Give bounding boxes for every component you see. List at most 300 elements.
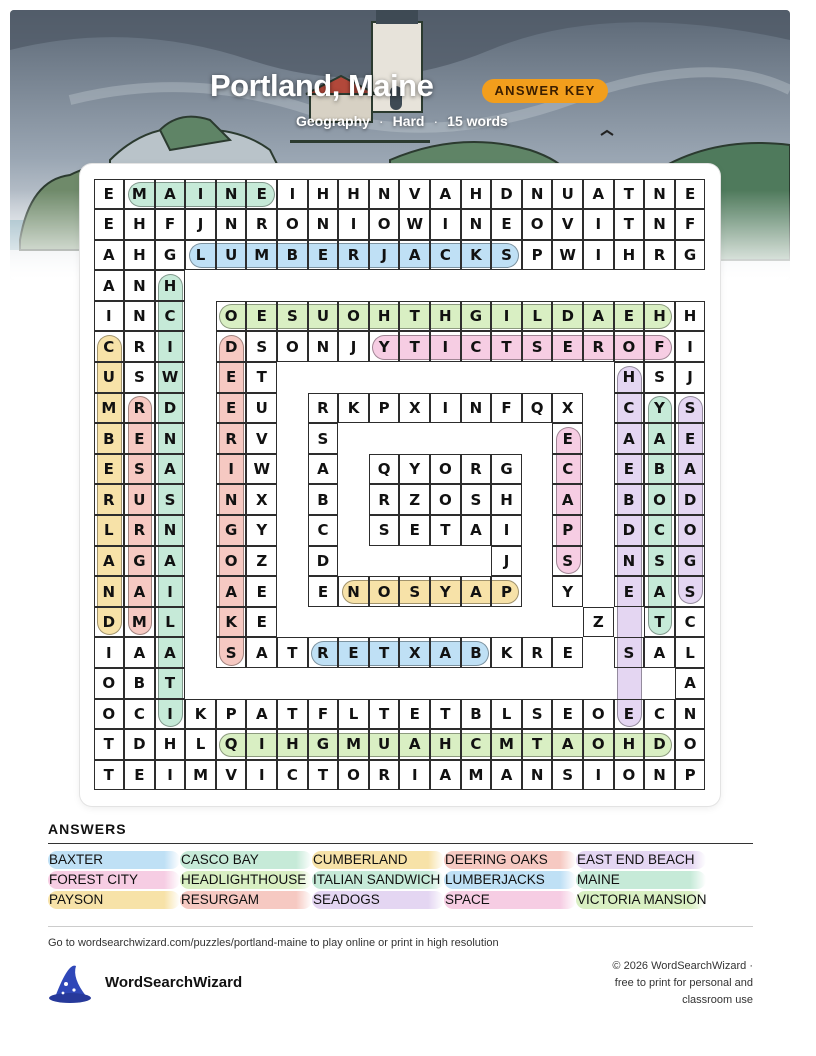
copyright-line: free to print for personal and xyxy=(614,977,753,989)
footer-link-text: Go to wordsearchwizard.com/puzzles/portland-maine to play online or print in high resolution xyxy=(48,937,499,949)
grid-cell xyxy=(461,270,492,301)
category-label: Geography xyxy=(296,113,370,129)
answer-word: SPACE xyxy=(444,891,576,909)
grid-cell: L xyxy=(338,699,369,730)
grid-cell: C xyxy=(461,729,492,760)
grid-cell xyxy=(369,668,400,699)
grid-cell: N xyxy=(369,179,400,210)
grid-cell: U xyxy=(216,240,247,271)
answer-word: PAYSON xyxy=(48,891,180,909)
grid-cell: D xyxy=(614,515,645,546)
grid-cell xyxy=(552,270,583,301)
grid-cell xyxy=(461,546,492,577)
grid-cell: I xyxy=(246,729,277,760)
copyright xyxy=(563,958,753,1009)
grid-cell xyxy=(522,454,553,485)
grid-cell: U xyxy=(308,301,339,332)
grid-cell: A xyxy=(552,729,583,760)
grid-cell xyxy=(491,270,522,301)
grid-cell xyxy=(583,484,614,515)
grid-cell: G xyxy=(155,240,186,271)
grid-cell: P xyxy=(369,393,400,424)
grid-cell: T xyxy=(644,607,675,638)
answer-word: RESURGAM xyxy=(180,891,312,909)
grid-cell: H xyxy=(644,301,675,332)
grid-cell xyxy=(430,362,461,393)
grid-cell: C xyxy=(552,454,583,485)
answer-word: FOREST CITY xyxy=(48,871,180,889)
grid-cell xyxy=(277,576,308,607)
grid-cell: A xyxy=(583,301,614,332)
grid-cell xyxy=(308,668,339,699)
grid-cell xyxy=(369,423,400,454)
grid-cell xyxy=(430,607,461,638)
grid-cell xyxy=(246,270,277,301)
grid-cell: D xyxy=(155,393,186,424)
grid-cell xyxy=(461,423,492,454)
grid-cell xyxy=(461,607,492,638)
grid-cell xyxy=(185,301,216,332)
grid-cell: F xyxy=(308,699,339,730)
grid-cell: P xyxy=(491,576,522,607)
grid-cell xyxy=(430,546,461,577)
grid-cell: N xyxy=(461,209,492,240)
grid-cell: N xyxy=(675,699,706,730)
grid-cell: O xyxy=(522,209,553,240)
grid-cell: W xyxy=(155,362,186,393)
grid-cell: O xyxy=(430,454,461,485)
grid-cell xyxy=(522,270,553,301)
grid-cell: M xyxy=(124,179,155,210)
grid-cell: C xyxy=(155,301,186,332)
grid-cell: O xyxy=(430,484,461,515)
grid-cell: A xyxy=(124,637,155,668)
grid-cell: O xyxy=(216,546,247,577)
grid-cell: M xyxy=(461,760,492,791)
grid-cell xyxy=(277,270,308,301)
grid-cell: J xyxy=(369,240,400,271)
grid-cell: E xyxy=(246,179,277,210)
grid-cell: F xyxy=(155,209,186,240)
grid-cell: N xyxy=(216,179,247,210)
grid-cell: H xyxy=(614,729,645,760)
divider xyxy=(48,843,753,844)
grid-cell: N xyxy=(216,209,247,240)
grid-cell xyxy=(369,270,400,301)
grid-cell: S xyxy=(614,637,645,668)
grid-cell: A xyxy=(94,546,125,577)
grid-cell: S xyxy=(369,515,400,546)
grid-cell: L xyxy=(155,607,186,638)
grid-cell: Y xyxy=(644,393,675,424)
grid-cell: N xyxy=(522,179,553,210)
grid-cell: E xyxy=(675,179,706,210)
grid-cell: S xyxy=(399,576,430,607)
grid-cell: S xyxy=(124,362,155,393)
grid-cell: A xyxy=(675,668,706,699)
grid-cell: A xyxy=(155,179,186,210)
grid-cell: E xyxy=(614,454,645,485)
grid-cell xyxy=(185,393,216,424)
grid-cell: I xyxy=(583,209,614,240)
grid-cell: I xyxy=(491,515,522,546)
grid-cell: R xyxy=(644,240,675,271)
grid-cell: N xyxy=(614,546,645,577)
grid-cell xyxy=(583,423,614,454)
grid-cell: U xyxy=(552,179,583,210)
grid-cell xyxy=(185,484,216,515)
grid-cell xyxy=(277,515,308,546)
grid-cell: E xyxy=(94,454,125,485)
grid-cell: X xyxy=(246,484,277,515)
grid-cell: S xyxy=(675,393,706,424)
grid-cell: Q xyxy=(369,454,400,485)
grid-cell: B xyxy=(461,699,492,730)
grid-cell: D xyxy=(308,546,339,577)
grid-cell xyxy=(583,515,614,546)
grid-cell: U xyxy=(246,393,277,424)
grid-cell xyxy=(277,668,308,699)
grid-cell: E xyxy=(552,699,583,730)
grid-cell xyxy=(277,607,308,638)
grid-cell: Y xyxy=(552,576,583,607)
grid-cell: L xyxy=(185,240,216,271)
grid-cell: S xyxy=(644,546,675,577)
grid-cell: A xyxy=(583,179,614,210)
grid-cell: O xyxy=(338,301,369,332)
grid-cell: E xyxy=(399,699,430,730)
grid-cell: A xyxy=(644,576,675,607)
grid-cell: I xyxy=(430,331,461,362)
grid-cell: I xyxy=(155,576,186,607)
divider xyxy=(48,926,753,927)
grid-cell: C xyxy=(614,393,645,424)
grid-cell: A xyxy=(155,454,186,485)
grid-cell: Y xyxy=(369,331,400,362)
grid-cell xyxy=(185,423,216,454)
grid-cell: B xyxy=(644,454,675,485)
grid-cell: A xyxy=(430,637,461,668)
grid-cell: N xyxy=(308,209,339,240)
grid-cell: Z xyxy=(583,607,614,638)
grid-cell: E xyxy=(308,576,339,607)
grid-cell: R xyxy=(216,423,247,454)
grid-cell xyxy=(399,546,430,577)
grid-cell: S xyxy=(461,484,492,515)
answer-word: VICTORIA MANSION xyxy=(577,892,707,907)
grid-cell: T xyxy=(277,699,308,730)
grid-cell xyxy=(583,546,614,577)
answers-list xyxy=(48,851,753,909)
answer-word: DEERING OAKS xyxy=(444,851,576,869)
grid-cell xyxy=(675,270,706,301)
grid-cell: A xyxy=(308,454,339,485)
grid-cell: B xyxy=(277,240,308,271)
grid-cell: N xyxy=(461,393,492,424)
answer-word: SEADOGS xyxy=(312,891,444,909)
grid-cell: A xyxy=(430,760,461,791)
grid-cell: H xyxy=(461,179,492,210)
grid-cell: O xyxy=(644,484,675,515)
grid-cell xyxy=(522,576,553,607)
grid-cell: D xyxy=(644,729,675,760)
grid-cell: N xyxy=(216,484,247,515)
grid-cell: A xyxy=(94,270,125,301)
grid-cell: M xyxy=(94,393,125,424)
grid-cell: O xyxy=(338,760,369,791)
grid-cell: I xyxy=(94,637,125,668)
grid-cell xyxy=(522,515,553,546)
grid-cell: S xyxy=(552,760,583,791)
copyright-line: classroom use xyxy=(682,994,753,1006)
grid-cell: E xyxy=(246,301,277,332)
grid-cell: N xyxy=(124,270,155,301)
grid-cell xyxy=(185,576,216,607)
grid-cell xyxy=(277,454,308,485)
grid-cell: B xyxy=(614,484,645,515)
grid-cell xyxy=(583,362,614,393)
grid-cell: F xyxy=(491,393,522,424)
grid-cell: N xyxy=(338,576,369,607)
grid-cell: A xyxy=(491,760,522,791)
grid-cell xyxy=(522,423,553,454)
grid-cell: O xyxy=(277,331,308,362)
grid-cell: P xyxy=(552,515,583,546)
answer-word: EAST END BEACH xyxy=(576,851,706,869)
grid-cell: T xyxy=(522,729,553,760)
grid-cell: V xyxy=(399,179,430,210)
grid-cell: E xyxy=(552,637,583,668)
grid-cell: K xyxy=(338,393,369,424)
grid-cell: A xyxy=(94,240,125,271)
grid-cell xyxy=(461,668,492,699)
grid-cell: S xyxy=(124,454,155,485)
grid-cell: S xyxy=(155,484,186,515)
grid-cell: G xyxy=(675,240,706,271)
grid-cell: I xyxy=(246,760,277,791)
grid-cell: T xyxy=(94,760,125,791)
grid-cell: G xyxy=(491,454,522,485)
grid-cell: G xyxy=(216,515,247,546)
grid-cell: I xyxy=(491,301,522,332)
grid-cell: B xyxy=(94,423,125,454)
grid-cell: Q xyxy=(216,729,247,760)
grid-cell: A xyxy=(644,637,675,668)
grid-cell xyxy=(369,607,400,638)
grid-cell: M xyxy=(491,729,522,760)
grid-cell: E xyxy=(675,423,706,454)
grid-cell xyxy=(277,362,308,393)
grid-cell: E xyxy=(216,393,247,424)
word-count-label: 15 words xyxy=(447,113,508,129)
grid-cell xyxy=(522,607,553,638)
copyright-line: © 2026 WordSearchWizard · xyxy=(612,960,753,972)
grid-cell: W xyxy=(552,240,583,271)
grid-cell: I xyxy=(185,179,216,210)
grid-cell: T xyxy=(246,362,277,393)
grid-cell: J xyxy=(675,362,706,393)
grid-cell: H xyxy=(614,240,645,271)
grid-cell: I xyxy=(94,301,125,332)
grid-cell: O xyxy=(583,729,614,760)
grid-cell: J xyxy=(491,546,522,577)
answer-word: LUMBERJACKS xyxy=(444,871,576,889)
grid-cell: Z xyxy=(246,546,277,577)
grid-cell xyxy=(399,607,430,638)
grid-cell: C xyxy=(644,515,675,546)
grid-cell: S xyxy=(216,637,247,668)
grid-cell: R xyxy=(124,393,155,424)
grid-cell xyxy=(583,576,614,607)
grid-cell xyxy=(308,362,339,393)
answer-word: HEADLIGHTHOUSE xyxy=(180,871,312,889)
grid-cell: R xyxy=(338,240,369,271)
grid-cell xyxy=(338,423,369,454)
grid-cell: X xyxy=(399,637,430,668)
grid-cell xyxy=(491,607,522,638)
grid-cell: N xyxy=(94,576,125,607)
grid-cell xyxy=(185,546,216,577)
grid-cell xyxy=(491,362,522,393)
grid-cell xyxy=(399,362,430,393)
grid-cell: D xyxy=(552,301,583,332)
grid-cell: A xyxy=(216,576,247,607)
grid-cell xyxy=(277,484,308,515)
grid-cell: O xyxy=(216,301,247,332)
grid-cell: S xyxy=(308,423,339,454)
grid-cell: S xyxy=(246,331,277,362)
grid-cell: S xyxy=(552,546,583,577)
grid-cell: I xyxy=(430,209,461,240)
grid-cell: N xyxy=(644,760,675,791)
grid-cell: S xyxy=(277,301,308,332)
grid-cell: G xyxy=(461,301,492,332)
grid-cell: T xyxy=(491,331,522,362)
grid-cell: K xyxy=(461,240,492,271)
grid-cell: Y xyxy=(246,515,277,546)
grid-cell: Z xyxy=(399,484,430,515)
grid-cell: I xyxy=(583,240,614,271)
grid-cell: E xyxy=(552,331,583,362)
grid-cell xyxy=(338,484,369,515)
grid-cell xyxy=(185,331,216,362)
grid-cell: V xyxy=(552,209,583,240)
grid-cell: H xyxy=(338,179,369,210)
grid-cell: X xyxy=(399,393,430,424)
grid-cell: E xyxy=(94,209,125,240)
grid-cell: S xyxy=(675,576,706,607)
grid-cell: R xyxy=(124,515,155,546)
grid-cell xyxy=(277,423,308,454)
grid-cell: A xyxy=(155,546,186,577)
grid-cell xyxy=(644,668,675,699)
grid-cell: A xyxy=(614,423,645,454)
word-search-grid xyxy=(94,179,706,791)
grid-cell: L xyxy=(491,699,522,730)
grid-cell xyxy=(185,607,216,638)
grid-cell xyxy=(185,637,216,668)
grid-cell xyxy=(308,607,339,638)
grid-cell xyxy=(614,668,645,699)
grid-cell: G xyxy=(124,546,155,577)
grid-cell: N xyxy=(644,209,675,240)
grid-cell: A xyxy=(246,699,277,730)
grid-cell: E xyxy=(491,209,522,240)
grid-cell: O xyxy=(369,576,400,607)
brand-name: WordSearchWizard xyxy=(105,974,243,991)
grid-cell: N xyxy=(308,331,339,362)
answer-word: ITALIAN SANDWICH xyxy=(312,871,444,889)
grid-cell xyxy=(338,454,369,485)
grid-cell: E xyxy=(614,301,645,332)
grid-cell xyxy=(552,362,583,393)
grid-cell xyxy=(369,362,400,393)
grid-cell xyxy=(522,484,553,515)
grid-cell: N xyxy=(124,301,155,332)
grid-cell: R xyxy=(461,454,492,485)
grid-cell: H xyxy=(155,729,186,760)
grid-cell: Y xyxy=(399,454,430,485)
grid-cell: I xyxy=(430,393,461,424)
grid-cell: M xyxy=(185,760,216,791)
grid-cell: D xyxy=(491,179,522,210)
grid-cell xyxy=(338,515,369,546)
grid-cell: F xyxy=(675,209,706,240)
grid-cell: L xyxy=(94,515,125,546)
grid-cell: L xyxy=(675,637,706,668)
grid-cell: H xyxy=(124,209,155,240)
grid-cell: T xyxy=(614,209,645,240)
grid-cell: G xyxy=(308,729,339,760)
grid-cell: H xyxy=(675,301,706,332)
grid-cell: K xyxy=(185,699,216,730)
grid-cell: T xyxy=(94,729,125,760)
grid-cell: U xyxy=(94,362,125,393)
grid-cell: E xyxy=(399,515,430,546)
grid-cell: D xyxy=(675,484,706,515)
grid-cell xyxy=(461,362,492,393)
grid-cell: A xyxy=(644,423,675,454)
grid-cell: W xyxy=(399,209,430,240)
grid-cell: R xyxy=(369,760,400,791)
grid-cell: R xyxy=(246,209,277,240)
grid-cell xyxy=(185,270,216,301)
grid-cell: T xyxy=(369,637,400,668)
grid-cell xyxy=(277,393,308,424)
grid-cell: C xyxy=(94,331,125,362)
grid-cell: Q xyxy=(522,393,553,424)
grid-cell xyxy=(583,637,614,668)
grid-cell xyxy=(399,668,430,699)
grid-cell: A xyxy=(246,637,277,668)
grid-cell: R xyxy=(94,484,125,515)
grid-cell: O xyxy=(583,699,614,730)
grid-cell: T xyxy=(399,301,430,332)
grid-cell: B xyxy=(124,668,155,699)
grid-cell: H xyxy=(430,301,461,332)
grid-cell: U xyxy=(369,729,400,760)
grid-cell: A xyxy=(675,454,706,485)
grid-cell: U xyxy=(124,484,155,515)
grid-cell: E xyxy=(552,423,583,454)
grid-cell: P xyxy=(675,760,706,791)
grid-cell: H xyxy=(155,270,186,301)
grid-cell: A xyxy=(461,515,492,546)
grid-cell: R xyxy=(308,393,339,424)
grid-cell xyxy=(338,362,369,393)
grid-cell: Y xyxy=(430,576,461,607)
difficulty-label: Hard xyxy=(392,113,425,129)
